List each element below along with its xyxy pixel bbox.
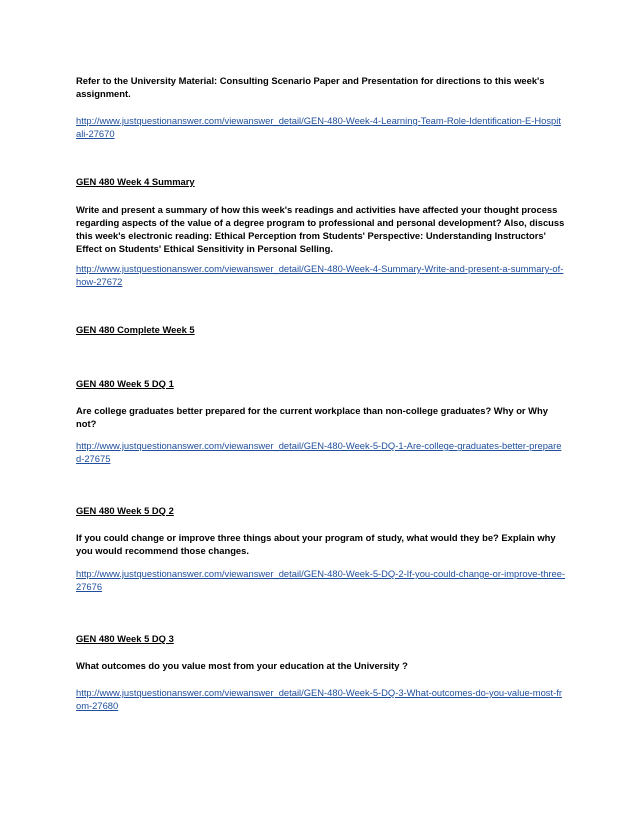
dq2-text: If you could change or improve three things about your program of study, what would they be? Explain why you would recommend those changes.: [76, 532, 556, 556]
dq3-text: What outcomes do you value most from your education at the University ?: [76, 660, 408, 671]
summary-text: Write and present a summary of how this week's readings and activities have affected your thought process regarding aspects of the value of a degree program to professional and personal development? Also, discuss this week's electronic reading: Ethical Perception from Students' Perspective: Understanding Instructors' Effect on Students' Ethical Sensitivity in Personal Selling.: [76, 204, 565, 254]
dq2-link[interactable]: http://www.justquestionanswer.com/viewanswer_detail/GEN-480-Week-5-DQ-2-If-you-could-change-or-improve-three-27676: [76, 568, 566, 592]
dq1-text: Are college graduates better prepared for the current workplace than non-college graduates? Why or Why not?: [76, 405, 548, 429]
dq3-link[interactable]: http://www.justquestionanswer.com/viewanswer_detail/GEN-480-Week-5-DQ-3-What-outcomes-do-you-value-most-from-27680: [76, 687, 562, 711]
intro-text: Refer to the University Material: Consulting Scenario Paper and Presentation for directions to this week's assignment.: [76, 75, 545, 99]
intro-link[interactable]: http://www.justquestionanswer.com/viewanswer_detail/GEN-480-Week-4-Learning-Team-Role-Identification-E-Hospitali-27670: [76, 115, 561, 139]
dq1-link[interactable]: http://www.justquestionanswer.com/viewanswer_detail/GEN-480-Week-5-DQ-1-Are-college-graduates-better-prepared-27675: [76, 440, 562, 464]
dq1-heading: GEN 480 Week 5 DQ 1: [76, 378, 174, 389]
complete-week-heading: GEN 480 Complete Week 5: [76, 324, 195, 335]
summary-heading: GEN 480 Week 4 Summary: [76, 176, 195, 187]
dq3-heading: GEN 480 Week 5 DQ 3: [76, 633, 174, 644]
summary-link[interactable]: http://www.justquestionanswer.com/viewanswer_detail/GEN-480-Week-4-Summary-Write-and-present-a-summary-of-how-27672: [76, 263, 564, 287]
dq2-heading: GEN 480 Week 5 DQ 2: [76, 505, 174, 516]
